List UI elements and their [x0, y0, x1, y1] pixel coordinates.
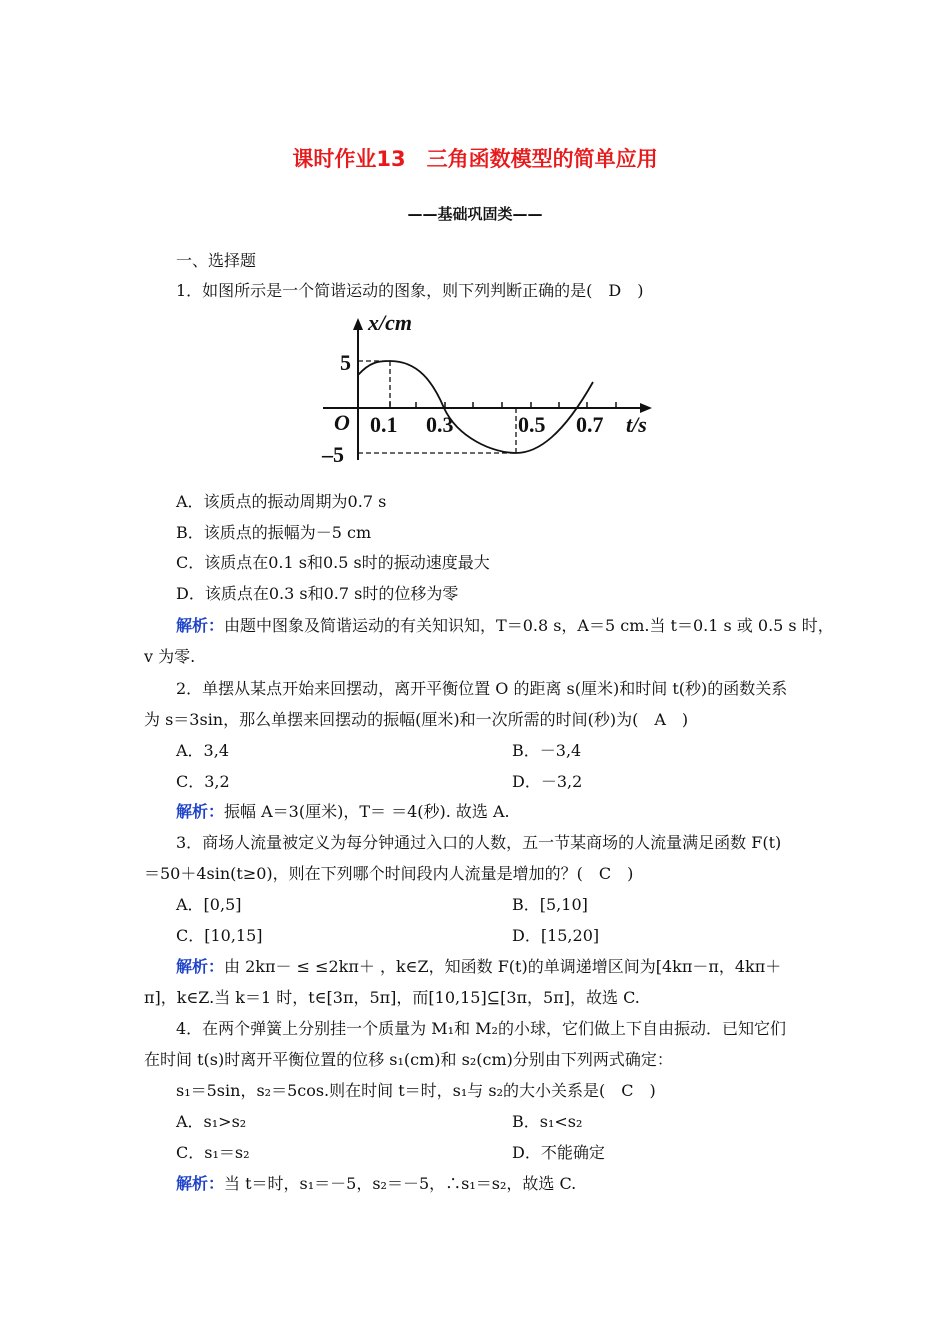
q2-analysis-text: 振幅 A＝3(厘米)，T＝ ＝4(秒). 故选 A. [224, 802, 510, 821]
q3-analysis-cont: π]，k∈Z.当 k＝1 时，t∈[3π，5π]，而[10,15]⊆[3π，5π]，故选 C. [144, 988, 640, 1007]
q1-option-d: D．该质点在0.3 s和0.7 s时的位移为零 [176, 584, 459, 603]
q1-stem: 1．如图所示是一个简谐运动的图象，则下列判断正确的是( D ) [176, 281, 644, 300]
x-tick-label-0.7: 0.7 [576, 412, 604, 437]
q2-option-c: C．3,2 [176, 772, 230, 791]
q3-option-c: C．[10,15] [176, 926, 263, 945]
q4-stem-line2: 在时间 t(s)时离开平衡位置的位移 s₁(cm)和 s₂(cm)分别由下列两式确定： [144, 1050, 673, 1069]
q3-stem-line2: ＝50＋4sin(t≥0)，则在下列哪个时间段内人流量是增加的？( C ) [144, 864, 634, 883]
q1-option-b: B．该质点的振幅为－5 cm [176, 523, 372, 542]
q4-stem-line1: 4．在两个弹簧上分别挂一个质量为 M₁和 M₂的小球，它们做上下自由振动．已知它们 [176, 1019, 786, 1038]
analysis-label: 解析： [176, 957, 225, 976]
q4-analysis-text: 当 t＝时，s₁＝－5，s₂＝－5，∴s₁＝s₂，故选 C. [224, 1174, 577, 1193]
q3-option-b: B．[5,10] [512, 895, 588, 914]
q4-option-a: A．s₁>s₂ [176, 1112, 247, 1131]
y-tick-label-5: 5 [340, 350, 351, 375]
page-title: 课时作业13 三角函数模型的简单应用 [292, 147, 658, 171]
q1-option-a: A．该质点的振动周期为0.7 s [176, 492, 387, 511]
q2-analysis [176, 802, 510, 822]
x-tick-label-0.3: 0.3 [426, 412, 454, 437]
q3-stem-line1: 3．商场人流量被定义为每分钟通过入口的人数，五一节某商场的人流量满足函数 F(t) [176, 833, 782, 852]
q2-option-d: D．－3,2 [512, 772, 583, 791]
q4-option-c: C．s₁＝s₂ [176, 1143, 250, 1162]
analysis-label: 解析： [176, 616, 225, 635]
q3-analysis-text: 由 2kπ－ ≤ ≤2kπ＋ ，k∈Z，知函数 F(t)的单调递增区间为[4kπ－π，4kπ＋ [224, 957, 782, 976]
y-axis-arrow [353, 318, 363, 330]
x-tick-label-0.1: 0.1 [370, 412, 398, 437]
x-tick-label-0.5: 0.5 [518, 412, 546, 437]
section-heading: 一、选择题 [176, 251, 257, 270]
q2-option-b: B．－3,4 [512, 741, 582, 760]
y-tick-label-neg5: –5 [322, 442, 344, 467]
y-axis-label: x/cm [368, 310, 412, 335]
q2-option-a: A．3,4 [176, 741, 230, 760]
q4-option-b: B．s₁<s₂ [512, 1112, 583, 1131]
q1-analysis [176, 616, 834, 636]
q1-analysis-text: 由题中图象及简谐运动的有关知识知，T＝0.8 s，A＝5 cm.当 t＝0.1 s 或 0.5 s 时， [224, 616, 834, 635]
q1-option-c: C．该质点在0.1 s和0.5 s时的振动速度最大 [176, 553, 490, 572]
oscillation-graph [318, 310, 663, 470]
q4-stem-line3: s₁＝5sin，s₂＝5cos.则在时间 t＝时，s₁与 s₂的大小关系是( C ) [176, 1081, 656, 1100]
analysis-label: 解析： [176, 802, 225, 821]
q3-option-d: D．[15,20] [512, 926, 600, 945]
q4-option-d: D．不能确定 [512, 1143, 605, 1162]
q2-stem-line2: 为 s＝3sin，那么单摆来回摆动的振幅(厘米)和一次所需的时间(秒)为( A ) [144, 710, 689, 729]
origin-label: O [334, 410, 350, 435]
q3-analysis [176, 957, 781, 977]
analysis-label: 解析： [176, 1174, 225, 1193]
q3-option-a: A．[0,5] [176, 895, 242, 914]
x-axis-label: t/s [626, 412, 647, 437]
q2-stem-line1: 2．单摆从某点开始来回摆动，离开平衡位置 O 的距离 s(厘米)和时间 t(秒)的函数关系 [176, 679, 788, 698]
section-subtitle: ——基础巩固类—— [407, 205, 543, 223]
q1-analysis-cont: v 为零. [144, 647, 196, 666]
q4-analysis [176, 1174, 576, 1194]
